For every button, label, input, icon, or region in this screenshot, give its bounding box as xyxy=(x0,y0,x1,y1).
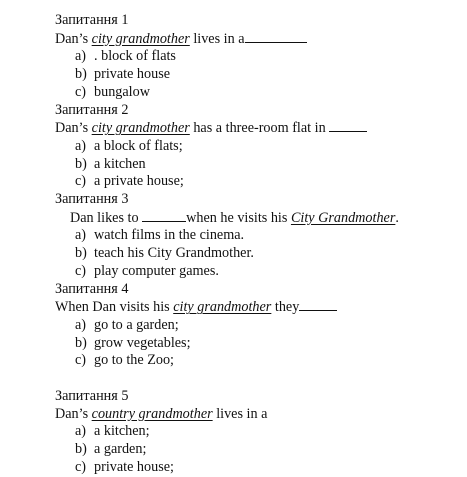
option-text: teach his City Grandmother. xyxy=(94,245,254,262)
question-5-option-c xyxy=(75,459,467,477)
question-2-emphasis: city grandmother xyxy=(91,120,190,137)
option-marker: c) xyxy=(75,262,87,279)
question-2-text xyxy=(55,119,467,138)
question-3-option-c xyxy=(75,263,467,281)
option-marker: a) xyxy=(75,48,87,65)
option-text: grow vegetables; xyxy=(94,334,191,351)
question-1-text-before: Dan’s xyxy=(55,30,92,47)
question-5-title: Запитання 5 xyxy=(55,388,129,405)
question-5-text xyxy=(55,406,467,424)
question-2-text-before: Dan’s xyxy=(55,120,92,137)
question-3-emphasis: City Grandmother xyxy=(290,209,396,226)
option-marker: c) xyxy=(75,352,87,369)
spacer xyxy=(0,370,467,388)
question-4-option-b xyxy=(75,335,467,353)
option-marker: c) xyxy=(75,458,87,475)
option-text: private house; xyxy=(94,458,174,475)
question-3-options xyxy=(55,227,467,280)
option-text: private house xyxy=(94,66,171,83)
question-3-answer-blank xyxy=(142,209,186,222)
option-marker: a) xyxy=(75,316,87,333)
question-5-text-after: lives in a xyxy=(212,405,268,422)
question-4-text-after: they xyxy=(271,299,300,316)
question-1-title: Запитання 1 xyxy=(55,12,129,28)
option-marker: b) xyxy=(75,334,87,351)
question-1-options xyxy=(55,48,467,101)
option-marker: a) xyxy=(75,137,87,154)
question-3-text-after: . xyxy=(395,209,399,226)
option-text: a block of flats; xyxy=(94,137,183,154)
question-2 xyxy=(55,102,467,192)
question-5-emphasis: country grandmother xyxy=(91,405,213,422)
question-5 xyxy=(55,388,467,477)
option-text: . block of flats xyxy=(94,48,176,65)
option-text: go to a garden; xyxy=(94,316,179,333)
option-marker: c) xyxy=(75,83,87,100)
question-1-answer-blank xyxy=(245,30,307,43)
question-2-title: Запитання 2 xyxy=(55,101,129,118)
question-4-emphasis: city grandmother xyxy=(173,299,272,316)
option-text: a private house; xyxy=(94,173,184,190)
question-3-option-b xyxy=(75,245,467,263)
question-3 xyxy=(55,191,467,281)
option-text: bungalow xyxy=(94,83,150,100)
question-2-answer-blank xyxy=(329,119,367,132)
option-marker: a) xyxy=(75,423,87,440)
option-text: go to the Zoo; xyxy=(94,352,174,369)
question-5-text-before: Dan’s xyxy=(55,405,92,422)
question-1-emphasis: city grandmother xyxy=(91,30,190,47)
question-4-title: Запитання 4 xyxy=(55,280,129,297)
question-1-option-b xyxy=(75,66,467,84)
question-2-option-a xyxy=(75,138,467,156)
question-2-options xyxy=(55,138,467,191)
question-5-option-a xyxy=(75,423,467,441)
option-marker: b) xyxy=(75,66,87,83)
question-1-option-a xyxy=(75,48,467,66)
option-marker: a) xyxy=(75,227,87,244)
question-1-text-after: lives in a xyxy=(189,30,245,47)
question-4-answer-blank xyxy=(299,298,337,311)
question-2-option-b xyxy=(75,156,467,174)
question-4 xyxy=(55,281,467,371)
option-marker: b) xyxy=(75,155,87,172)
option-text: a kitchen xyxy=(94,155,146,172)
question-5-options xyxy=(55,423,467,476)
question-1-text xyxy=(55,30,467,49)
question-3-title: Запитання 3 xyxy=(55,191,129,208)
question-4-options xyxy=(55,317,467,370)
option-marker: c) xyxy=(75,173,87,190)
question-4-option-a xyxy=(75,317,467,335)
question-1 xyxy=(55,12,467,102)
question-4-text-before: When Dan visits his xyxy=(55,299,174,316)
question-4-text xyxy=(55,298,467,317)
question-1-option-c xyxy=(75,84,467,102)
option-marker: b) xyxy=(75,441,87,458)
option-text: a kitchen; xyxy=(94,423,150,440)
question-3-option-a xyxy=(75,227,467,245)
option-text: watch films in the cinema. xyxy=(94,227,245,244)
option-text: play computer games. xyxy=(94,262,219,279)
question-5-option-b xyxy=(75,441,467,459)
question-4-option-c xyxy=(75,352,467,370)
question-2-option-c xyxy=(75,173,467,191)
option-marker: b) xyxy=(75,245,87,262)
question-3-text-middle: when he visits his xyxy=(186,209,291,226)
question-3-text-before: Dan likes to xyxy=(70,209,143,226)
question-2-text-after: has a three-room flat in xyxy=(189,120,330,137)
question-3-text xyxy=(55,209,467,228)
option-text: a garden; xyxy=(94,441,147,458)
